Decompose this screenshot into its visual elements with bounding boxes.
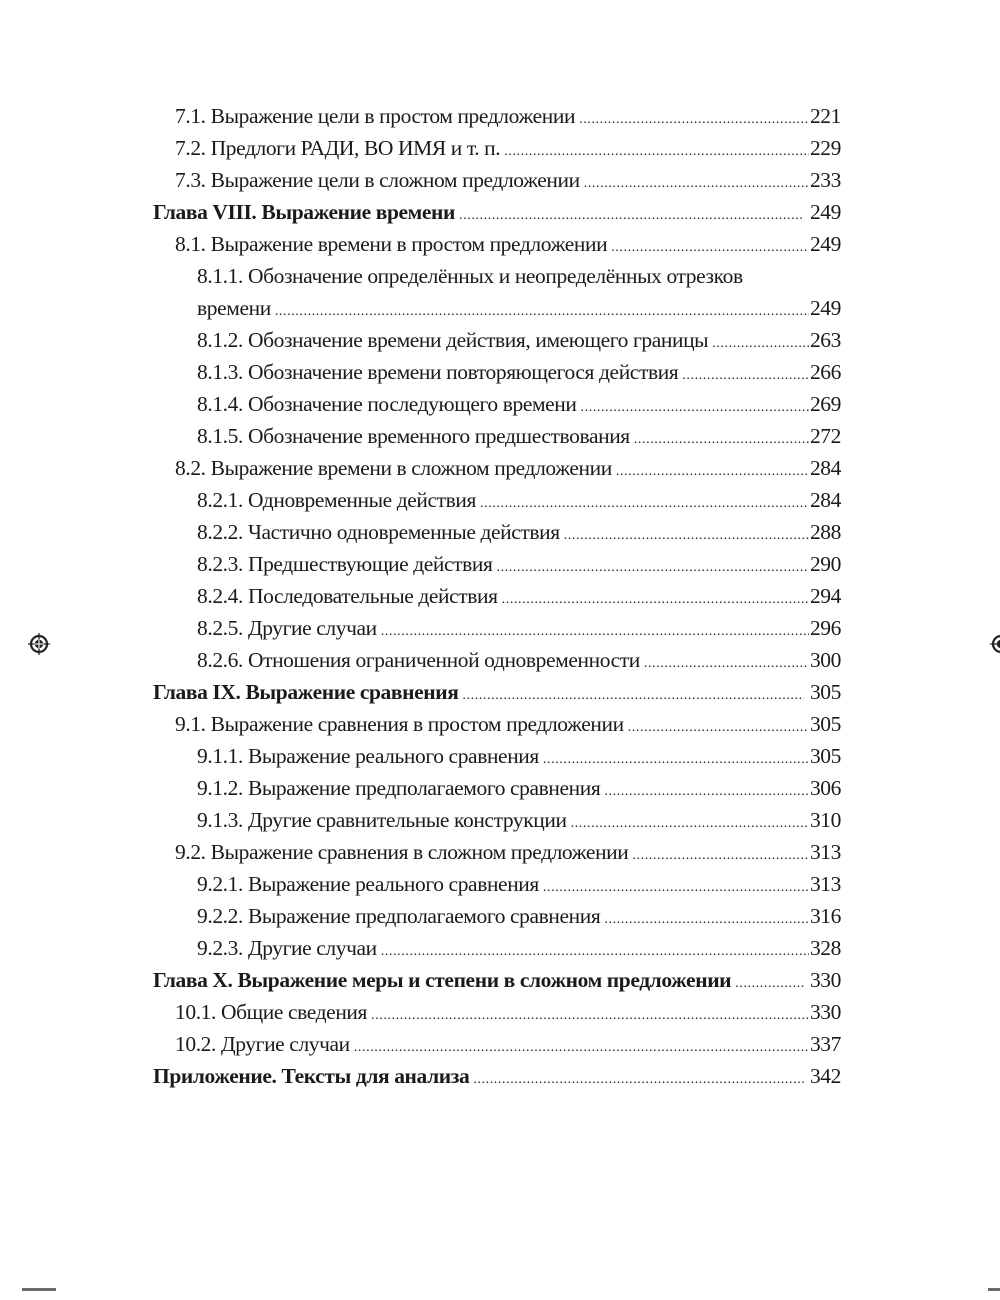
dot-leader	[543, 868, 809, 904]
dot-leader	[564, 516, 809, 552]
toc-entry-title: 8.2.1. Одновременные действия	[197, 488, 477, 512]
toc-subsection-entry[interactable]	[153, 868, 841, 900]
toc-section-entry[interactable]	[153, 452, 841, 484]
toc-page-number: 288	[809, 520, 841, 544]
table-of-contents	[153, 100, 841, 1092]
toc-entry-title: 8.1.4. Обозначение последующего времени	[197, 392, 577, 416]
toc-page-number: 249	[809, 232, 841, 256]
toc-subsection-entry[interactable]	[153, 580, 841, 612]
toc-section-entry[interactable]	[153, 228, 841, 260]
toc-page-number: 342	[809, 1064, 841, 1088]
toc-entry-title: времени	[197, 296, 271, 320]
toc-entry-title: 8.2.2. Частично одновременные действия	[197, 520, 560, 544]
toc-subsection-entry[interactable]	[153, 388, 841, 420]
toc-page-number: 272	[809, 424, 841, 448]
toc-subsection-entry[interactable]	[153, 612, 841, 644]
dot-leader	[616, 452, 809, 488]
toc-section-entry[interactable]	[153, 708, 841, 740]
dot-leader	[604, 900, 809, 936]
toc-page-number: 313	[809, 872, 841, 896]
toc-entry-title: 9.1. Выражение сравнения в простом предложении	[175, 712, 624, 736]
toc-subsection-entry[interactable]	[153, 356, 841, 388]
toc-entry-title: 8.1.3. Обозначение времени повторяющегося действия	[197, 360, 679, 384]
toc-entry-title: Глава VIII. Выражение времени	[153, 200, 456, 224]
toc-subsection-entry[interactable]	[153, 260, 841, 292]
dot-leader	[584, 164, 809, 200]
dot-leader	[581, 388, 809, 424]
toc-entry-title: 7.1. Выражение цели в простом предложении	[175, 104, 576, 128]
toc-entry-title: 8.2. Выражение времени в сложном предложении	[175, 456, 612, 480]
toc-page-number: 337	[809, 1032, 841, 1056]
toc-chapter-entry[interactable]	[153, 964, 841, 996]
toc-page-number: 263	[809, 328, 841, 352]
toc-entry-title: 8.2.3. Предшествующие действия	[197, 552, 493, 576]
toc-page-number: 328	[809, 936, 841, 960]
toc-entry-title: 10.1. Общие сведения	[175, 1000, 368, 1024]
toc-section-entry[interactable]	[153, 1028, 841, 1060]
toc-subsection-entry[interactable]	[153, 516, 841, 548]
toc-entry-title: Приложение. Тексты для анализа	[153, 1064, 470, 1088]
toc-page-number: 294	[809, 584, 841, 608]
dot-leader	[496, 548, 808, 584]
toc-section-entry[interactable]	[153, 100, 841, 132]
toc-entry-title: Глава IX. Выражение сравнения	[153, 680, 459, 704]
dot-leader	[462, 676, 804, 712]
crop-mark	[988, 1288, 1000, 1291]
toc-subsection-entry[interactable]	[153, 740, 841, 772]
toc-subsection-entry[interactable]	[153, 324, 841, 356]
toc-subsection-entry[interactable]	[153, 420, 841, 452]
toc-page-number: 310	[809, 808, 841, 832]
dot-leader	[275, 292, 809, 328]
toc-subsection-entry[interactable]	[153, 548, 841, 580]
toc-page-number: 330	[809, 968, 841, 992]
toc-entry-title: 8.1. Выражение времени в простом предложении	[175, 232, 608, 256]
toc-page-number: 284	[809, 488, 841, 512]
dot-leader	[604, 772, 809, 808]
dot-leader	[381, 932, 809, 968]
toc-subsection-entry[interactable]	[153, 900, 841, 932]
toc-subsection-entry[interactable]	[153, 292, 841, 324]
dot-leader	[632, 836, 809, 872]
toc-page-number: 296	[809, 616, 841, 640]
toc-entry-title: 10.2. Другие случаи	[175, 1032, 350, 1056]
toc-page-number: 305	[809, 712, 841, 736]
toc-page-number: 284	[809, 456, 841, 480]
toc-page-number: 306	[809, 776, 841, 800]
dot-leader	[354, 1028, 809, 1064]
toc-page-number: 249	[809, 296, 841, 320]
toc-entry-title: 8.2.4. Последовательные действия	[197, 584, 498, 608]
toc-section-entry[interactable]	[153, 132, 841, 164]
dot-leader	[502, 580, 809, 616]
toc-entry-title: 8.1.2. Обозначение времени действия, имеющего границы	[197, 328, 709, 352]
toc-page-number: 305	[809, 744, 841, 768]
toc-subsection-entry[interactable]	[153, 644, 841, 676]
dot-leader	[735, 964, 804, 1000]
toc-entry-title: 9.2.1. Выражение реального сравнения	[197, 872, 539, 896]
registration-mark-icon	[990, 633, 1000, 655]
toc-entry-title: Глава X. Выражение меры и степени в сложном предложении	[153, 968, 732, 992]
toc-page-number: 330	[809, 1000, 841, 1024]
dot-leader	[579, 100, 809, 136]
toc-entry-title: 8.2.5. Другие случаи	[197, 616, 377, 640]
dot-leader	[628, 708, 809, 744]
dot-leader	[459, 196, 804, 232]
toc-chapter-entry[interactable]	[153, 196, 841, 228]
toc-section-entry[interactable]	[153, 164, 841, 196]
dot-leader	[634, 420, 809, 456]
toc-entry-title: 7.2. Предлоги РАДИ, ВО ИМЯ и т. п.	[175, 136, 501, 160]
dot-leader	[571, 804, 809, 840]
toc-section-entry[interactable]	[153, 836, 841, 868]
toc-entry-title: 8.1.1. Обозначение определённых и неопределённых отрезков	[197, 264, 743, 288]
toc-chapter-entry[interactable]	[153, 1060, 841, 1092]
toc-page-number: 229	[809, 136, 841, 160]
toc-page-number: 249	[809, 200, 841, 224]
dot-leader	[644, 644, 809, 680]
dot-leader	[473, 1060, 804, 1096]
toc-page-number: 290	[809, 552, 841, 576]
toc-chapter-entry[interactable]	[153, 676, 841, 708]
toc-page-number: 300	[809, 648, 841, 672]
toc-subsection-entry[interactable]	[153, 804, 841, 836]
toc-entry-title: 9.2.3. Другие случаи	[197, 936, 377, 960]
toc-entry-title: 9.1.1. Выражение реального сравнения	[197, 744, 539, 768]
dot-leader	[712, 324, 809, 360]
toc-page-number: 266	[809, 360, 841, 384]
dot-leader	[504, 132, 809, 168]
registration-mark-icon	[28, 633, 50, 655]
toc-subsection-entry[interactable]	[153, 484, 841, 516]
toc-subsection-entry[interactable]	[153, 772, 841, 804]
toc-page-number: 221	[809, 104, 841, 128]
toc-entry-title: 9.2. Выражение сравнения в сложном предложении	[175, 840, 629, 864]
toc-page-number: 233	[809, 168, 841, 192]
dot-leader	[371, 996, 809, 1032]
toc-entry-title: 8.1.5. Обозначение временного предшествования	[197, 424, 630, 448]
toc-subsection-entry[interactable]	[153, 932, 841, 964]
toc-entry-title: 8.2.6. Отношения ограниченной одновременности	[197, 648, 640, 672]
toc-entry-title: 7.3. Выражение цели в сложном предложении	[175, 168, 580, 192]
toc-page-number: 313	[809, 840, 841, 864]
toc-page-number: 316	[809, 904, 841, 928]
dot-leader	[682, 356, 809, 392]
dot-leader	[611, 228, 809, 264]
dot-leader	[480, 484, 809, 520]
toc-page-number: 269	[809, 392, 841, 416]
toc-entry-title: 9.1.2. Выражение предполагаемого сравнения	[197, 776, 601, 800]
toc-page-number: 305	[809, 680, 841, 704]
toc-entry-title: 9.1.3. Другие сравнительные конструкции	[197, 808, 567, 832]
toc-entry-title: 9.2.2. Выражение предполагаемого сравнения	[197, 904, 601, 928]
dot-leader	[543, 740, 809, 776]
toc-section-entry[interactable]	[153, 996, 841, 1028]
dot-leader	[381, 612, 809, 648]
crop-mark	[22, 1288, 56, 1291]
